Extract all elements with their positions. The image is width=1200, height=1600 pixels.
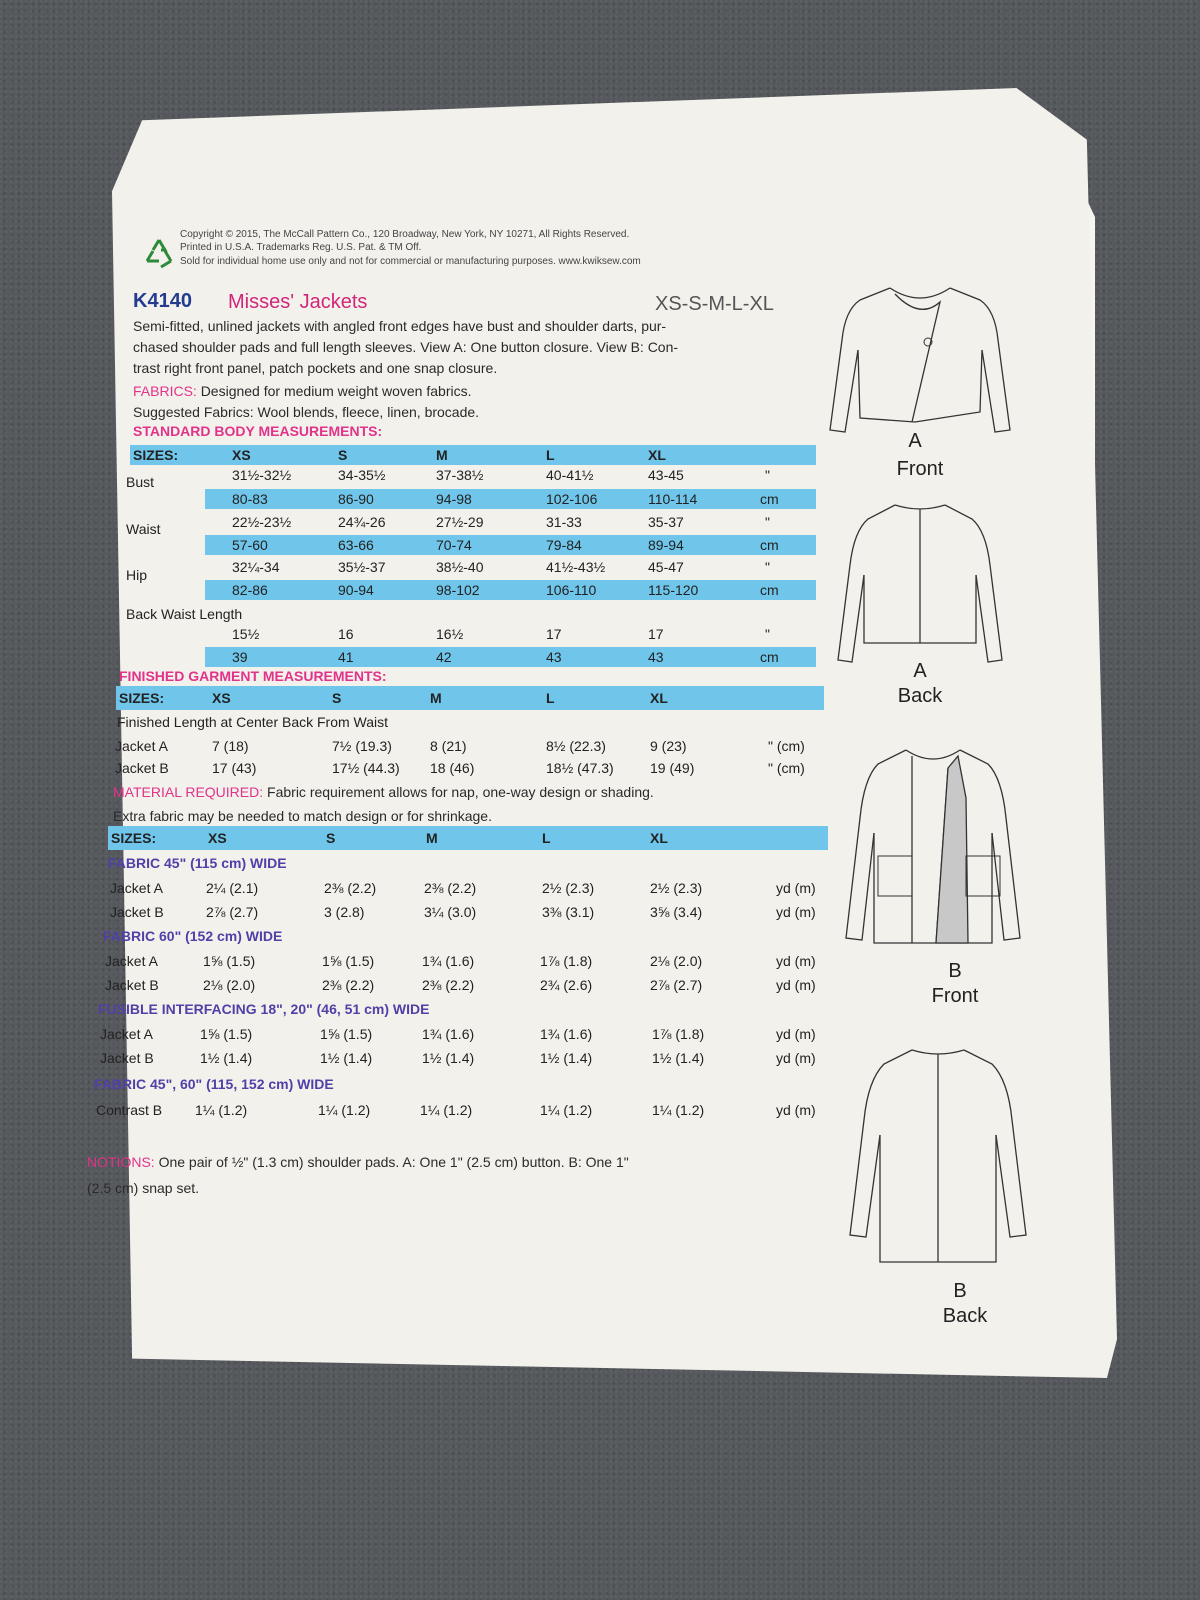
value: 8½ (22.3)	[546, 738, 606, 754]
recycle-icon	[143, 237, 175, 271]
size-header: M	[430, 690, 442, 706]
value: 2⅛ (2.0)	[650, 953, 703, 969]
value: 1½ (1.4)	[540, 1050, 593, 1066]
unit-cm: cm	[760, 537, 779, 553]
unit-in: "	[765, 514, 770, 530]
copyright-line: Sold for individual home use only and not for commercial or manufacturing purposes. www.kwiksew.com	[180, 256, 641, 267]
row-label: Hip	[126, 567, 148, 583]
size-header: M	[426, 830, 438, 846]
size-header: XL	[650, 830, 668, 846]
material-note: Extra fabric may be needed to match design or for shrinkage.	[113, 808, 492, 824]
value: 1⅝ (1.5)	[320, 1026, 373, 1042]
cm-band	[205, 489, 816, 509]
pattern-title: Misses' Jackets	[228, 291, 368, 313]
value-in: 34-35½	[338, 467, 386, 483]
value-cm: 39	[232, 649, 248, 665]
value: 1¾ (1.6)	[422, 1026, 475, 1042]
description-line: trast right front panel, patch pockets and one snap closure.	[133, 360, 498, 376]
value: 9 (23)	[650, 738, 687, 754]
value: 8 (21)	[430, 738, 467, 754]
value-cm: 98-102	[436, 582, 480, 598]
view-side: Back	[897, 685, 943, 707]
value-cm: 43	[546, 649, 562, 665]
sizes-label: SIZES:	[119, 690, 165, 706]
material-line	[113, 784, 654, 800]
value-cm: 110-114	[648, 491, 698, 507]
size-header: S	[332, 690, 342, 706]
unit: yd (m)	[776, 1102, 816, 1118]
subheading: Finished Length at Center Back From Waist	[117, 714, 389, 730]
view-side: Back	[942, 1305, 988, 1327]
value: 2½ (2.3)	[650, 880, 703, 896]
value: 1¾ (1.6)	[422, 953, 475, 969]
notions-note: (2.5 cm) snap set.	[87, 1180, 200, 1196]
view-letter: A	[908, 430, 922, 452]
jacket-b-front-illustration	[838, 738, 1048, 958]
jacket-a-front-illustration	[820, 280, 1020, 445]
fabrics-label: FABRICS:	[133, 383, 197, 399]
value: 1⅞ (1.8)	[652, 1026, 705, 1042]
value: 1¼ (1.2)	[540, 1102, 593, 1118]
value-cm: 82-86	[232, 582, 268, 598]
view-side: Front	[931, 985, 979, 1007]
value: 1⅝ (1.5)	[203, 953, 256, 969]
unit-cm: cm	[760, 649, 779, 665]
row-label: Jacket A	[115, 738, 168, 754]
value-in: 38½-40	[436, 559, 484, 575]
value: 3⅜ (3.1)	[542, 904, 595, 920]
pattern-code: K4140	[133, 290, 192, 312]
view-side: Front	[896, 458, 944, 480]
value: 1¼ (1.2)	[420, 1102, 473, 1118]
value-cm: 41	[338, 649, 354, 665]
value-cm: 115-120	[648, 582, 699, 598]
view-letter: A	[913, 660, 927, 682]
notions-label: NOTIONS:	[87, 1154, 155, 1170]
unit: " (cm)	[768, 738, 805, 754]
value-in: 41½-43½	[546, 559, 606, 575]
value-cm: 102-106	[546, 491, 598, 507]
row-label: Jacket B	[115, 760, 169, 776]
unit: yd (m)	[776, 953, 816, 969]
value: 1½ (1.4)	[422, 1050, 475, 1066]
value: 2½ (2.3)	[542, 880, 595, 896]
fabrics-text: Designed for medium weight woven fabrics.	[200, 383, 472, 399]
unit: " (cm)	[768, 760, 805, 776]
unit-cm: cm	[760, 491, 779, 507]
unit: yd (m)	[776, 880, 816, 896]
value: 1¼ (1.2)	[195, 1102, 248, 1118]
unit-in: "	[765, 559, 770, 575]
value-in: 32¼-34	[232, 559, 280, 575]
value-in: 16½	[436, 626, 464, 642]
fabric-width-heading: FABRIC 45", 60" (115, 152 cm) WIDE	[94, 1076, 334, 1092]
fabrics-line	[133, 383, 471, 399]
value-cm: 79-84	[546, 537, 582, 553]
value: 19 (49)	[650, 760, 695, 776]
description-line: Semi-fitted, unlined jackets with angled front edges have bust and shoulder darts, pur-	[133, 318, 667, 334]
value-cm: 42	[436, 649, 452, 665]
view-letter: B	[953, 1280, 967, 1302]
value: 2⅜ (2.2)	[422, 977, 475, 993]
value: 1⅞ (1.8)	[540, 953, 593, 969]
value: 1½ (1.4)	[652, 1050, 705, 1066]
unit-in: "	[765, 467, 770, 483]
size-header: XS	[212, 690, 231, 706]
value-in: 22½-23½	[232, 514, 292, 530]
unit: yd (m)	[776, 1050, 816, 1066]
value-cm: 90-94	[338, 582, 374, 598]
value: 7½ (19.3)	[332, 738, 392, 754]
value: 3 (2.8)	[324, 904, 365, 920]
cm-band	[205, 580, 816, 600]
value-cm: 106-110	[546, 582, 597, 598]
size-header: L	[546, 447, 555, 463]
finished-measurements-heading: FINISHED GARMENT MEASUREMENTS:	[119, 668, 387, 684]
sizes-label: SIZES:	[133, 447, 179, 463]
fabric-width-heading: FABRIC 60" (152 cm) WIDE	[103, 928, 283, 944]
material-label: MATERIAL REQUIRED:	[113, 784, 264, 800]
size-header: XS	[208, 830, 227, 846]
unit: yd (m)	[776, 1026, 816, 1042]
value-in: 24¾-26	[338, 514, 386, 530]
value: 2⅜ (2.2)	[424, 880, 477, 896]
row-label: Bust	[126, 474, 155, 490]
value-in: 45-47	[648, 559, 684, 575]
value: 17½ (44.3)	[332, 760, 400, 776]
row-label: Jacket A	[100, 1026, 153, 1042]
value: 3¼ (3.0)	[424, 904, 477, 920]
row-label: Jacket B	[105, 977, 159, 993]
value: 2⅛ (2.0)	[203, 977, 256, 993]
fabric-width-heading: FUSIBLE INTERFACING 18", 20" (46, 51 cm) WIDE	[98, 1001, 430, 1017]
unit: yd (m)	[776, 904, 816, 920]
value: 1½ (1.4)	[320, 1050, 373, 1066]
value: 2⅞ (2.7)	[650, 977, 703, 993]
value-cm: 63-66	[338, 537, 374, 553]
unit-in: "	[765, 626, 770, 642]
jacket-b-back-illustration	[840, 1040, 1050, 1275]
row-label: Jacket B	[110, 904, 164, 920]
jacket-a-back-illustration	[830, 495, 1020, 675]
body-measurements-heading: STANDARD BODY MEASUREMENTS:	[133, 423, 383, 439]
value-cm: 57-60	[232, 537, 268, 553]
value: 1¼ (1.2)	[652, 1102, 705, 1118]
row-label: Jacket A	[110, 880, 163, 896]
value-cm: 80-83	[232, 491, 268, 507]
value-in: 35-37	[648, 514, 684, 530]
copyright-line: Printed in U.S.A. Trademarks Reg. U.S. Pat. & TM Off.	[180, 242, 422, 253]
value: 18 (46)	[430, 760, 475, 776]
value: 2¾ (2.6)	[540, 977, 593, 993]
value-in: 27½-29	[436, 514, 484, 530]
cm-band	[205, 647, 816, 667]
value-cm: 86-90	[338, 491, 374, 507]
cm-band	[205, 535, 816, 555]
size-header: M	[436, 447, 448, 463]
value: 1¼ (1.2)	[318, 1102, 371, 1118]
view-letter: B	[948, 960, 962, 982]
row-label: Jacket B	[100, 1050, 154, 1066]
value: 3⅝ (3.4)	[650, 904, 703, 920]
row-label: Contrast B	[96, 1102, 163, 1118]
description-line: chased shoulder pads and full length sleeves. View A: One button closure. View B: Con-	[133, 339, 679, 355]
value: 2¼ (2.1)	[206, 880, 259, 896]
unit: yd (m)	[776, 977, 816, 993]
size-header: S	[338, 447, 348, 463]
value: 1⅝ (1.5)	[322, 953, 375, 969]
value: 1⅝ (1.5)	[200, 1026, 253, 1042]
size-header: XS	[232, 447, 251, 463]
notions-text: One pair of ½" (1.3 cm) shoulder pads. A: One 1" (2.5 cm) button. B: One 1"	[158, 1154, 629, 1170]
value: 2⅜ (2.2)	[322, 977, 375, 993]
value-cm: 89-94	[648, 537, 684, 553]
row-label: Back Waist Length	[126, 606, 243, 622]
value-in: 35½-37	[338, 559, 386, 575]
value-cm: 43	[648, 649, 664, 665]
notions-line	[87, 1154, 629, 1170]
value-cm: 70-74	[436, 537, 472, 553]
row-label: Jacket A	[105, 953, 158, 969]
suggested-fabrics: Suggested Fabrics: Wool blends, fleece, linen, brocade.	[133, 404, 480, 420]
value-in: 37-38½	[436, 467, 484, 483]
value-in: 16	[338, 626, 354, 642]
size-header: S	[326, 830, 336, 846]
value: 2⅞ (2.7)	[206, 904, 259, 920]
value: 7 (18)	[212, 738, 249, 754]
row-label: Waist	[126, 521, 161, 537]
value: 17 (43)	[212, 760, 257, 776]
value-in: 31½-32½	[232, 467, 292, 483]
value: 2⅜ (2.2)	[324, 880, 377, 896]
value: 1¾ (1.6)	[540, 1026, 593, 1042]
value-in: 31-33	[546, 514, 582, 530]
copyright-line: Copyright © 2015, The McCall Pattern Co., 120 Broadway, New York, NY 10271, All Rights Reserved.	[180, 229, 630, 240]
size-header: L	[546, 690, 555, 706]
size-range: XS-S-M-L-XL	[655, 293, 774, 315]
fabric-width-heading: FABRIC 45" (115 cm) WIDE	[108, 855, 287, 871]
value-cm: 94-98	[436, 491, 472, 507]
material-text: Fabric requirement allows for nap, one-way design or shading.	[267, 784, 654, 800]
value: 1½ (1.4)	[200, 1050, 253, 1066]
size-header: XL	[650, 690, 668, 706]
value-in: 17	[546, 626, 562, 642]
size-header: XL	[648, 447, 666, 463]
unit-cm: cm	[760, 582, 779, 598]
value-in: 17	[648, 626, 664, 642]
value: 18½ (47.3)	[546, 760, 614, 776]
sizes-label: SIZES:	[111, 830, 157, 846]
size-header: L	[542, 830, 551, 846]
value-in: 43-45	[648, 467, 684, 483]
value-in: 15½	[232, 626, 260, 642]
value-in: 40-41½	[546, 467, 594, 483]
